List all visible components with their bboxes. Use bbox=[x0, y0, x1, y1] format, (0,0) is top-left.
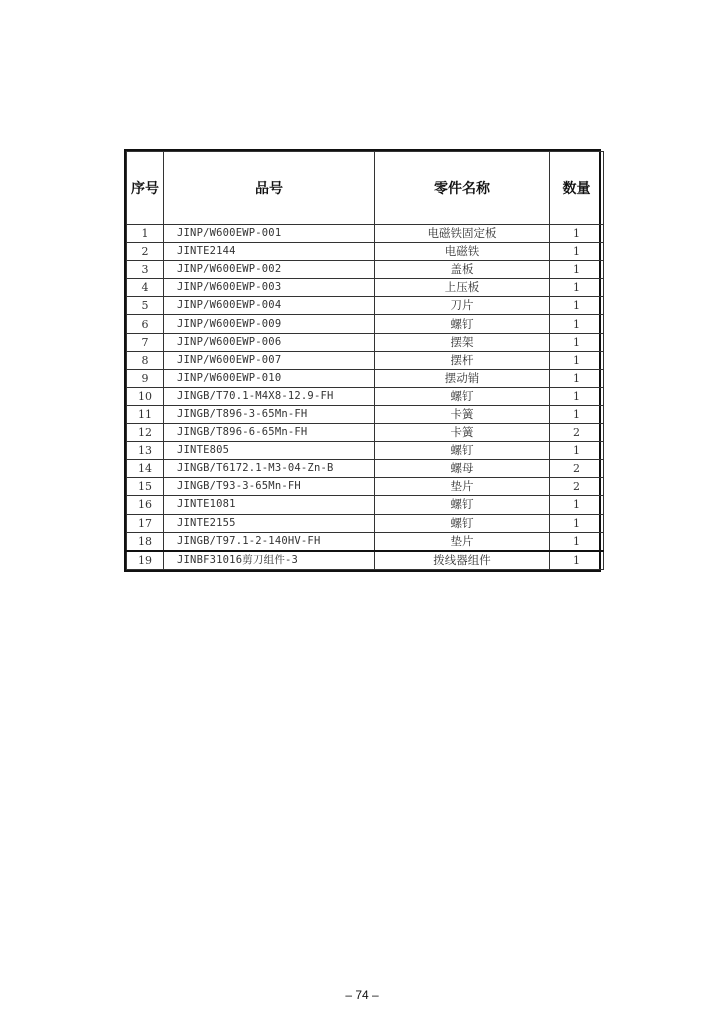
table-row bbox=[127, 496, 604, 514]
row-part-number: JINTE2144 bbox=[164, 243, 375, 261]
row-quantity: 1 bbox=[550, 514, 604, 532]
table-row bbox=[127, 442, 604, 460]
row-part-name: 摆动销 bbox=[375, 369, 550, 387]
row-quantity: 1 bbox=[550, 333, 604, 351]
row-part-number: JINTE1081 bbox=[164, 496, 375, 514]
row-serial-no: 16 bbox=[127, 496, 164, 514]
row-part-number: JINP/W600EWP-001 bbox=[164, 225, 375, 243]
row-part-name: 卡簧 bbox=[375, 424, 550, 442]
row-serial-no: 15 bbox=[127, 478, 164, 496]
row-serial-no: 5 bbox=[127, 297, 164, 315]
row-quantity: 2 bbox=[550, 460, 604, 478]
row-part-number: JINP/W600EWP-004 bbox=[164, 297, 375, 315]
row-part-name: 刀片 bbox=[375, 297, 550, 315]
table-row bbox=[127, 460, 604, 478]
row-serial-no: 14 bbox=[127, 460, 164, 478]
row-serial-no: 2 bbox=[127, 243, 164, 261]
row-quantity: 1 bbox=[550, 297, 604, 315]
row-part-number: JINP/W600EWP-003 bbox=[164, 279, 375, 297]
row-part-number: JINGB/T93-3-65Mn-FH bbox=[164, 478, 375, 496]
row-part-name: 拨线器组件 bbox=[375, 551, 550, 570]
row-part-number: JINGB/T6172.1-M3-04-Zn-B bbox=[164, 460, 375, 478]
row-part-name: 螺钉 bbox=[375, 442, 550, 460]
row-part-name: 螺钉 bbox=[375, 514, 550, 532]
header-quantity: 数量 bbox=[550, 152, 604, 225]
row-serial-no: 7 bbox=[127, 333, 164, 351]
row-serial-no: 8 bbox=[127, 351, 164, 369]
header-part-name: 零件名称 bbox=[375, 152, 550, 225]
row-serial-no: 17 bbox=[127, 514, 164, 532]
page-number: – 74 – bbox=[345, 988, 379, 1002]
row-quantity: 1 bbox=[550, 387, 604, 405]
header-serial-no: 序号 bbox=[127, 152, 164, 225]
table-body bbox=[127, 225, 604, 570]
row-quantity: 1 bbox=[550, 442, 604, 460]
table-row bbox=[127, 279, 604, 297]
table-row bbox=[127, 261, 604, 279]
table-row bbox=[127, 225, 604, 243]
row-quantity: 1 bbox=[550, 279, 604, 297]
table-row bbox=[127, 315, 604, 333]
table-row bbox=[127, 369, 604, 387]
row-quantity: 1 bbox=[550, 225, 604, 243]
row-serial-no: 6 bbox=[127, 315, 164, 333]
row-part-name: 电磁铁 bbox=[375, 243, 550, 261]
row-serial-no: 9 bbox=[127, 369, 164, 387]
parts-list-table bbox=[126, 151, 604, 570]
row-quantity: 1 bbox=[550, 369, 604, 387]
row-serial-no: 3 bbox=[127, 261, 164, 279]
row-part-number: JINGB/T70.1-M4X8-12.9-FH bbox=[164, 387, 375, 405]
row-serial-no: 10 bbox=[127, 387, 164, 405]
row-part-number: JINP/W600EWP-002 bbox=[164, 261, 375, 279]
row-part-name: 电磁铁固定板 bbox=[375, 225, 550, 243]
table-row bbox=[127, 351, 604, 369]
row-quantity: 1 bbox=[550, 496, 604, 514]
header-part-number: 品号 bbox=[164, 152, 375, 225]
table-row bbox=[127, 405, 604, 423]
row-part-name: 上压板 bbox=[375, 279, 550, 297]
row-serial-no: 11 bbox=[127, 405, 164, 423]
table-row bbox=[127, 424, 604, 442]
row-part-number: JINP/W600EWP-010 bbox=[164, 369, 375, 387]
row-serial-no: 18 bbox=[127, 532, 164, 551]
table-row bbox=[127, 243, 604, 261]
table-header-row bbox=[127, 152, 604, 225]
row-part-name: 摆杆 bbox=[375, 351, 550, 369]
table-row bbox=[127, 297, 604, 315]
row-part-number: JINP/W600EWP-009 bbox=[164, 315, 375, 333]
row-quantity: 1 bbox=[550, 551, 604, 570]
row-quantity: 2 bbox=[550, 478, 604, 496]
row-part-number: JINGB/T896-6-65Mn-FH bbox=[164, 424, 375, 442]
row-serial-no: 19 bbox=[127, 551, 164, 570]
table-row bbox=[127, 551, 604, 570]
row-part-number: JINTE2155 bbox=[164, 514, 375, 532]
table-row bbox=[127, 333, 604, 351]
row-part-name: 螺钉 bbox=[375, 315, 550, 333]
table-row bbox=[127, 514, 604, 532]
row-serial-no: 4 bbox=[127, 279, 164, 297]
row-part-name: 垫片 bbox=[375, 478, 550, 496]
row-quantity: 1 bbox=[550, 261, 604, 279]
row-part-number: JINGB/T97.1-2-140HV-FH bbox=[164, 532, 375, 551]
table-row bbox=[127, 478, 604, 496]
row-part-number: JINP/W600EWP-007 bbox=[164, 351, 375, 369]
table-row bbox=[127, 532, 604, 551]
row-serial-no: 12 bbox=[127, 424, 164, 442]
row-part-number: JINP/W600EWP-006 bbox=[164, 333, 375, 351]
row-serial-no: 1 bbox=[127, 225, 164, 243]
row-part-number: JINTE805 bbox=[164, 442, 375, 460]
row-part-number: JINBF31016剪刀组件-3 bbox=[164, 551, 375, 570]
row-quantity: 1 bbox=[550, 315, 604, 333]
row-quantity: 1 bbox=[550, 243, 604, 261]
row-part-name: 卡簧 bbox=[375, 405, 550, 423]
row-part-name: 摆架 bbox=[375, 333, 550, 351]
row-part-name: 螺钉 bbox=[375, 387, 550, 405]
table-row bbox=[127, 387, 604, 405]
row-quantity: 1 bbox=[550, 532, 604, 551]
row-quantity: 2 bbox=[550, 424, 604, 442]
row-quantity: 1 bbox=[550, 351, 604, 369]
row-part-name: 螺母 bbox=[375, 460, 550, 478]
row-part-number: JINGB/T896-3-65Mn-FH bbox=[164, 405, 375, 423]
row-quantity: 1 bbox=[550, 405, 604, 423]
row-part-name: 垫片 bbox=[375, 532, 550, 551]
row-part-name: 盖板 bbox=[375, 261, 550, 279]
row-serial-no: 13 bbox=[127, 442, 164, 460]
row-part-name: 螺钉 bbox=[375, 496, 550, 514]
parts-list-table-container bbox=[124, 149, 601, 572]
